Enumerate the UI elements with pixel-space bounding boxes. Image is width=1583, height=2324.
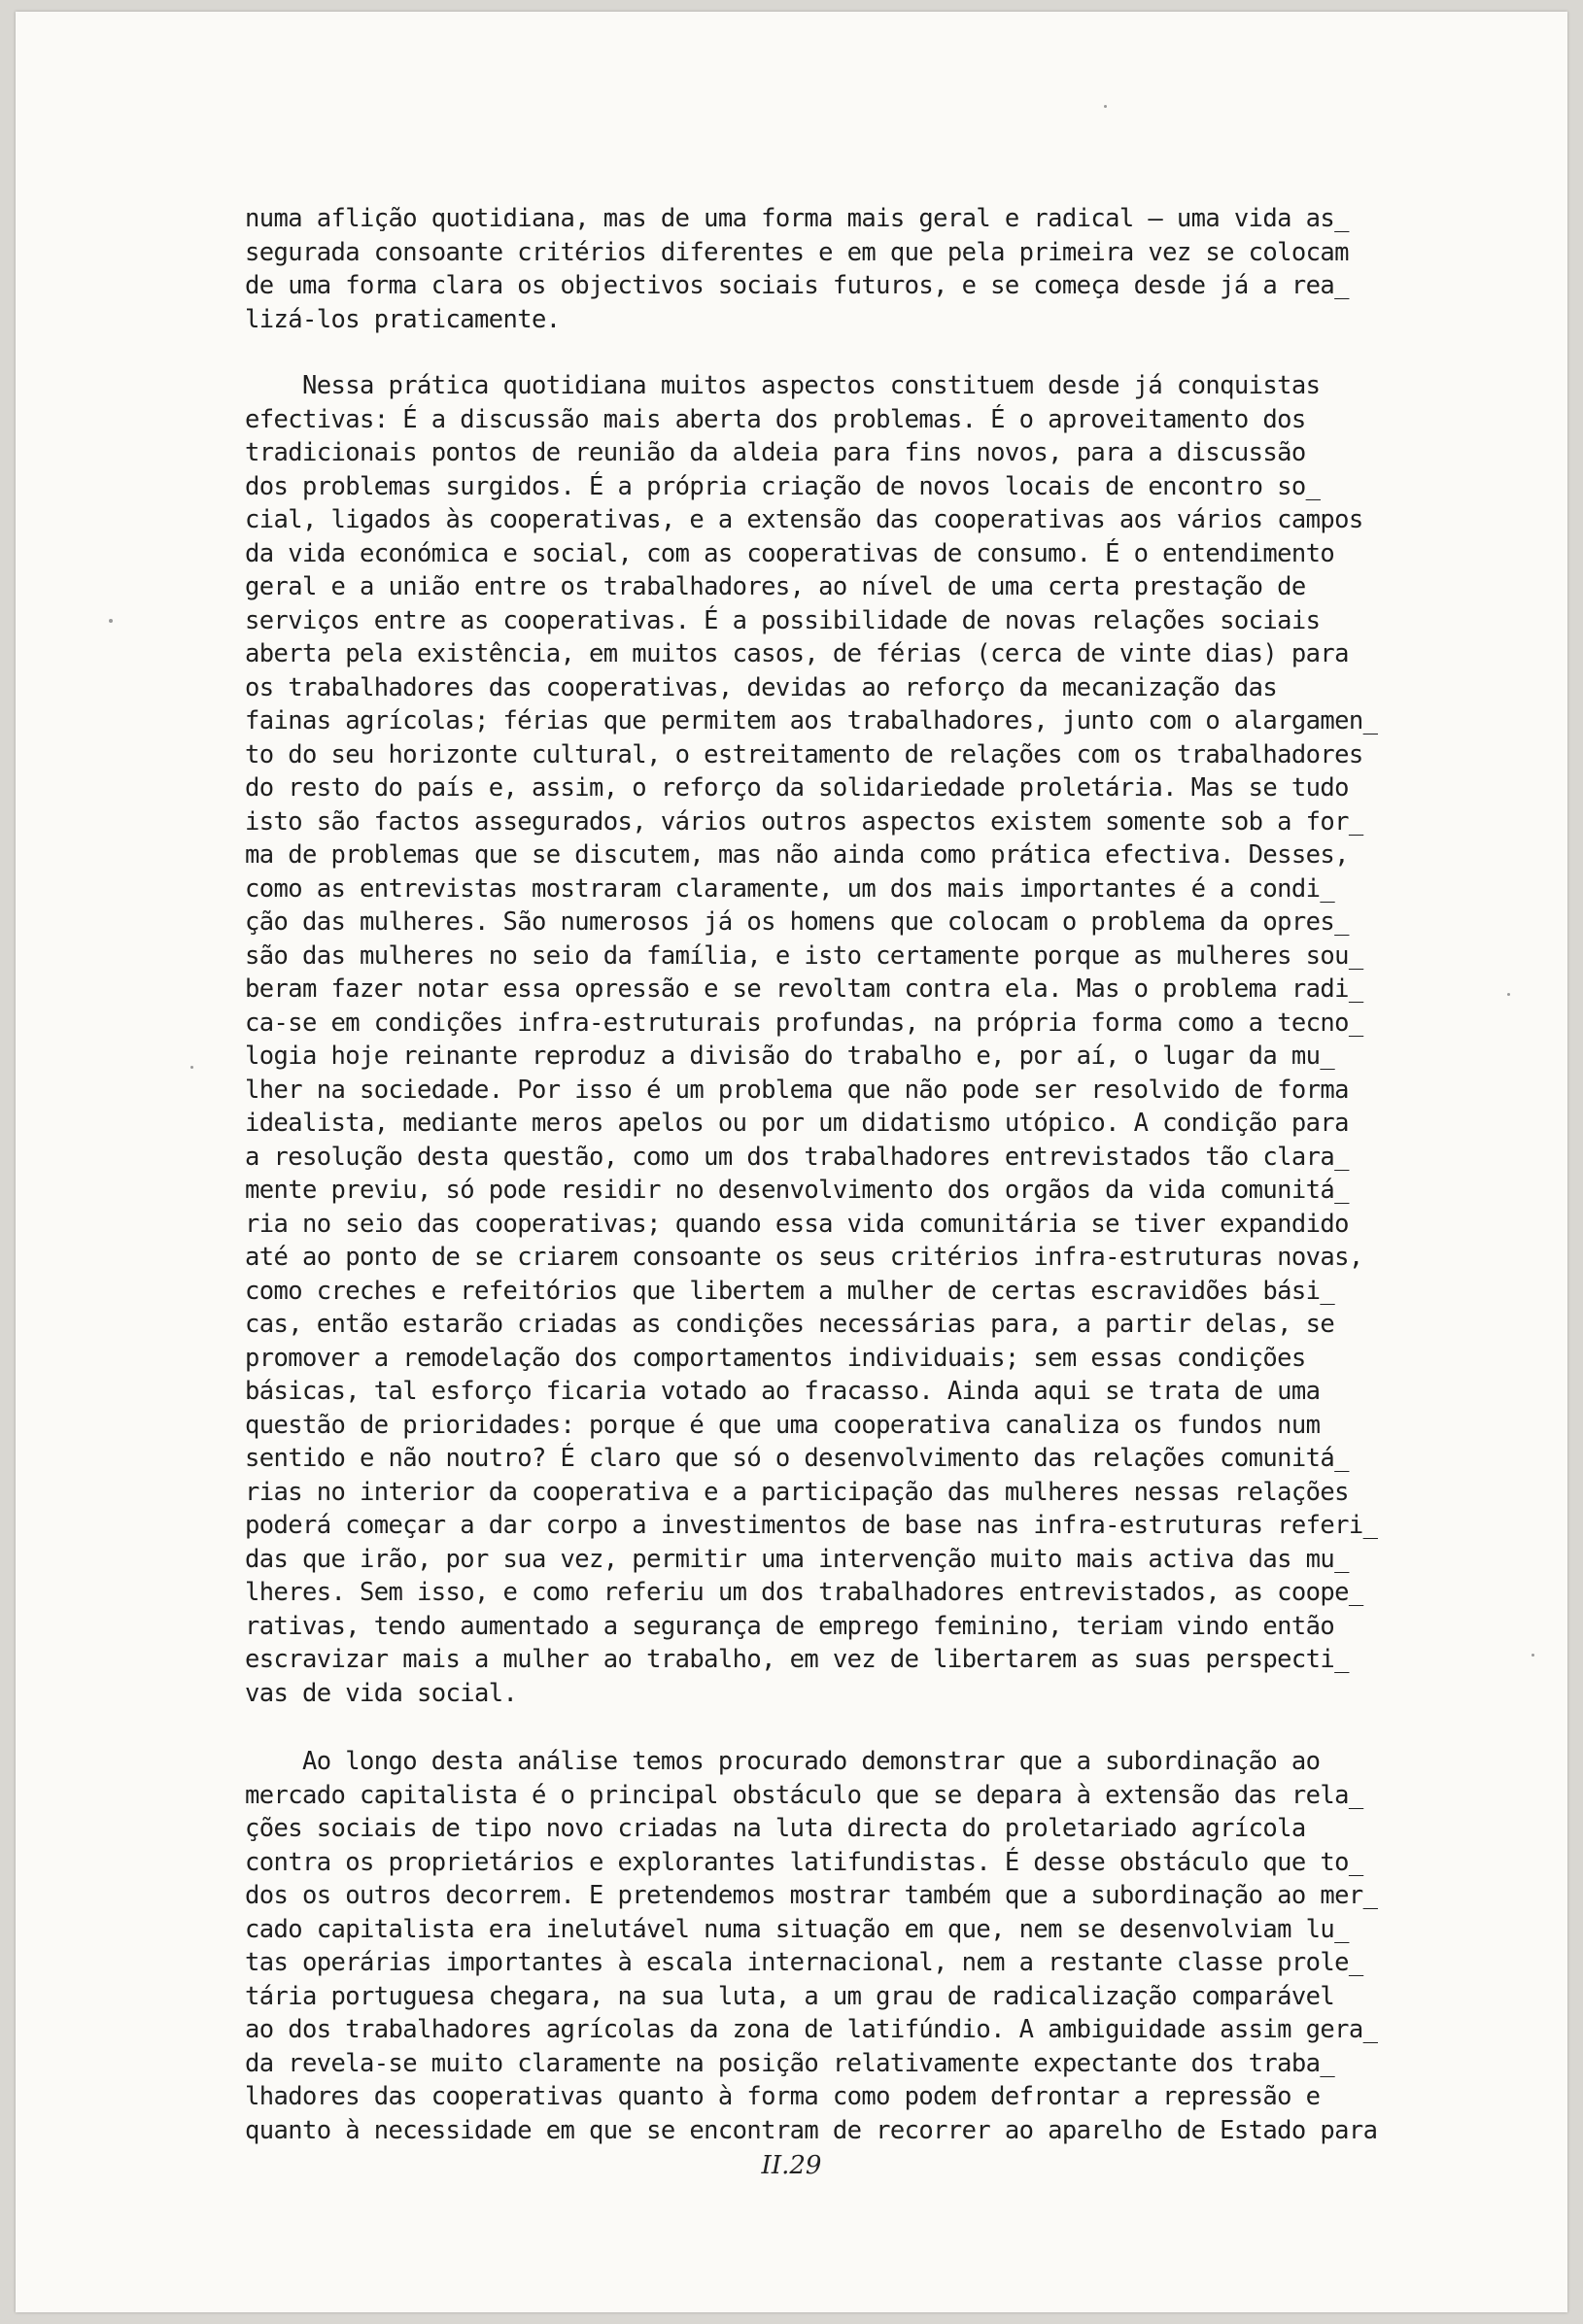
text-line: ao dos trabalhadores agrícolas da zona de latifúndio. A ambiguidade assim gera_	[245, 2015, 1378, 2044]
text-line: ções sociais de tipo novo criadas na luta directa do proletariado agrícola	[245, 1814, 1306, 1843]
body-text	[245, 202, 1547, 2180]
text-line: cas, então estarão criadas as condições necessárias para, a partir delas, se	[245, 1310, 1335, 1339]
text-line: quanto à necessidade em que se encontram de recorrer ao aparelho de Estado para	[245, 2115, 1378, 2145]
text-line: básicas, tal esforço ficaria votado ao fracasso. Ainda aqui se trata de uma	[245, 1377, 1321, 1406]
text-line: poderá começar a dar corpo a investimentos de base nas infra-estruturas referi_	[245, 1511, 1378, 1540]
text-line: cial, ligados às cooperativas, e a extensão das cooperativas aos vários campos	[245, 505, 1363, 534]
text-line: efectivas: É a discussão mais aberta dos problemas. É o aproveitamento dos	[245, 404, 1306, 434]
text-line: escravizar mais a mulher ao trabalho, em vez de libertarem as suas perspecti_	[245, 1645, 1349, 1674]
text-line: como creches e refeitórios que libertem a mulher de certas escravidões bási_	[245, 1276, 1335, 1306]
text-line: numa aflição quotidiana, mas de uma forma mais geral e radical — uma vida as_	[245, 204, 1349, 233]
text-line: to do seu horizonte cultural, o estreitamento de relações com os trabalhadores	[245, 739, 1363, 769]
text-line: Nessa prática quotidiana muitos aspectos constituem desde já conquistas	[245, 371, 1321, 400]
text-line: mercado capitalista é o principal obstáculo que se depara à extensão das rela_	[245, 1780, 1363, 1810]
text-line: rativas, tendo aumentado a segurança de emprego feminino, teriam vindo então	[245, 1611, 1335, 1641]
paragraph-2	[245, 369, 1547, 1710]
text-line: dos os outros decorrem. E pretendemos mostrar também que a subordinação ao mer_	[245, 1881, 1378, 1910]
text-line: rias no interior da cooperativa e a participação das mulheres nessas relações	[245, 1477, 1349, 1507]
text-line: segurada consoante critérios diferentes e em que pela primeira vez se colocam	[245, 237, 1349, 267]
scan-speck	[1507, 993, 1510, 996]
scan-speck	[1531, 1654, 1534, 1657]
scan-speck	[109, 619, 113, 623]
text-line: idealista, mediante meros apelos ou por um didatismo utópico. A condição para	[245, 1109, 1349, 1138]
text-line: até ao ponto de se criarem consoante os seus critérios infra-estruturas novas,	[245, 1243, 1363, 1272]
scan-speck	[190, 1066, 193, 1069]
text-line: das que irão, por sua vez, permitir uma intervenção muito mais activa das mu_	[245, 1544, 1349, 1574]
text-line: do resto do país e, assim, o reforço da solidariedade proletária. Mas se tudo	[245, 773, 1349, 803]
document-page	[16, 12, 1567, 2312]
text-line: lheres. Sem isso, e como referiu um dos trabalhadores entrevistados, as coope_	[245, 1578, 1363, 1607]
text-line: a resolução desta questão, como um dos trabalhadores entrevistados tão clara_	[245, 1142, 1349, 1172]
text-line: tária portuguesa chegara, na sua luta, a um grau de radicalização comparável	[245, 1981, 1335, 2011]
text-line: beram fazer notar essa opressão e se revoltam contra ela. Mas o problema radi_	[245, 974, 1363, 1004]
text-line: vas de vida social.	[245, 1678, 518, 1708]
text-line: sentido e não noutro? É claro que só o desenvolvimento das relações comunitá_	[245, 1444, 1349, 1473]
text-line: Ao longo desta análise temos procurado demonstrar que a subordinação ao	[245, 1747, 1321, 1776]
text-line: como as entrevistas mostraram claramente, um dos mais importantes é a condi_	[245, 873, 1335, 904]
text-line: da vida económica e social, com as cooperativas de consumo. É o entendimento	[245, 538, 1335, 568]
text-line: são das mulheres no seio da família, e isto certamente porque as mulheres sou_	[245, 940, 1363, 971]
paragraph-3	[245, 1745, 1547, 2147]
page-number: II.29	[761, 2151, 822, 2180]
text-line: ção das mulheres. São numerosos já os homens que colocam o problema da opres_	[245, 907, 1349, 937]
text-line: lher na sociedade. Por isso é um problema que não pode ser resolvido de forma	[245, 1075, 1349, 1105]
text-line: lhadores das cooperativas quanto à forma como podem defrontar a repressão e	[245, 2082, 1321, 2111]
scan-speck	[1104, 105, 1107, 108]
text-line: fainas agrícolas; férias que permitem aos trabalhadores, junto com o alargamen_	[245, 706, 1378, 735]
text-line: tradicionais pontos de reunião da aldeia para fins novos, para a discussão	[245, 438, 1306, 467]
text-line: questão de prioridades: porque é que uma cooperativa canaliza os fundos num	[245, 1410, 1321, 1440]
text-line: cado capitalista era inelutável numa situação em que, nem se desenvolviam lu_	[245, 1914, 1349, 1944]
text-line: serviços entre as cooperativas. É a possibilidade de novas relações sociais	[245, 605, 1321, 635]
text-line: de uma forma clara os objectivos sociais futuros, e se começa desde já a rea_	[245, 271, 1349, 300]
text-line: ca-se em condições infra-estruturais profundas, na própria forma como a tecno_	[245, 1008, 1363, 1038]
text-line: logia hoje reinante reproduz a divisão do trabalho e, por aí, o lugar da mu_	[245, 1042, 1335, 1071]
text-line: os trabalhadores das cooperativas, devidas ao reforço da mecanização das	[245, 672, 1278, 702]
text-line: isto são factos assegurados, vários outros aspectos existem somente sob a for_	[245, 806, 1363, 837]
text-line: da revela-se muito claramente na posição relativamente expectante dos traba_	[245, 2048, 1335, 2078]
text-line: aberta pela existência, em muitos casos, de férias (cerca de vinte dias) para	[245, 639, 1349, 668]
text-line: ria no seio das cooperativas; quando essa vida comunitária se tiver expandido	[245, 1209, 1349, 1239]
text-line: lizá-los praticamente.	[245, 304, 561, 334]
text-line: tas operárias importantes à escala internacional, nem a restante classe prole_	[245, 1948, 1363, 1977]
text-line: dos problemas surgidos. É a própria criação de novos locais de encontro so_	[245, 471, 1321, 501]
text-line: ma de problemas que se discutem, mas não ainda como prática efectiva. Desses,	[245, 840, 1349, 870]
text-line: geral e a união entre os trabalhadores, ao nível de uma certa prestação de	[245, 572, 1306, 601]
text-line: contra os proprietários e explorantes latifundistas. É desse obstáculo que to_	[245, 1847, 1363, 1877]
paragraph-1	[245, 202, 1547, 336]
text-line: mente previu, só pode residir no desenvolvimento dos orgãos da vida comunitá_	[245, 1176, 1349, 1205]
text-line: promover a remodelação dos comportamentos individuais; sem essas condições	[245, 1343, 1306, 1373]
